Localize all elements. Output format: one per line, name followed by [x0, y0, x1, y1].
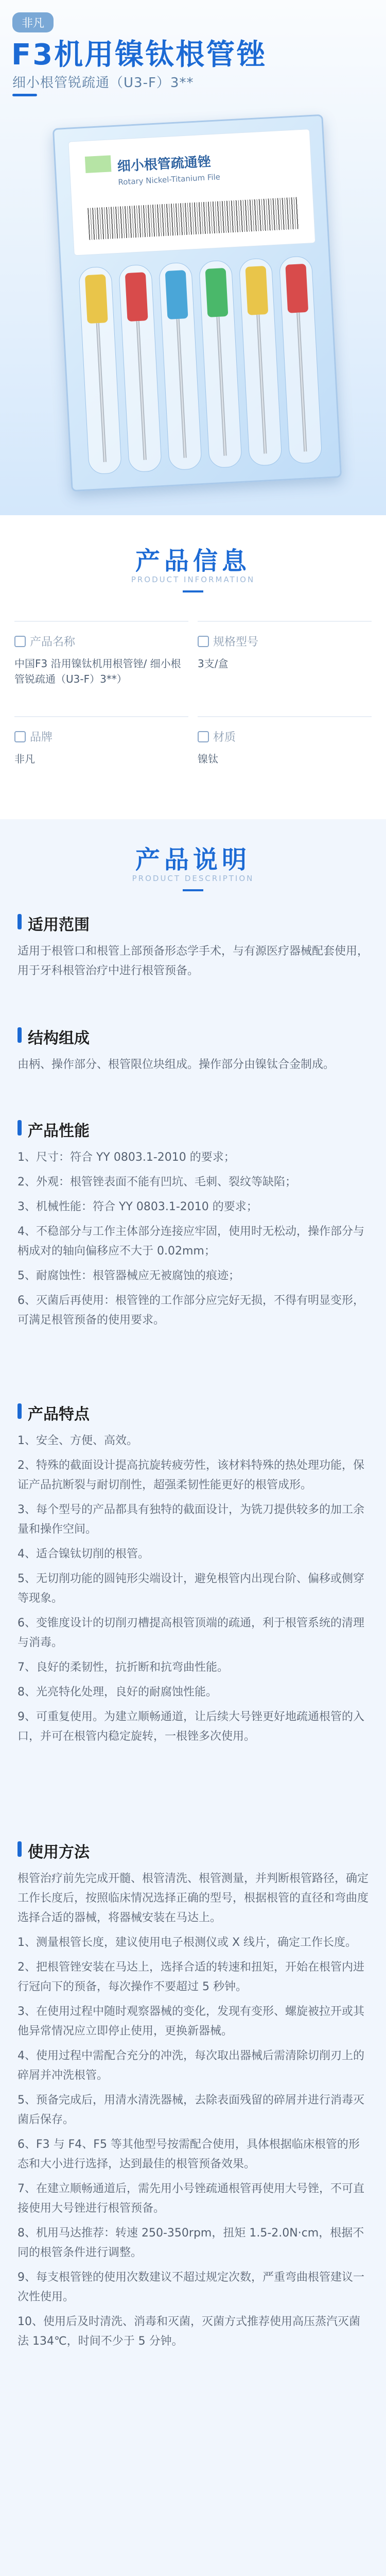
hero-banner: [0, 0, 386, 515]
usage-item: 10、使用后及时清洗、消毒和灭菌，灭菌方式推荐使用高压蒸汽灭菌法 134℃，时间不少于 5 分钟。: [17, 2315, 360, 2348]
desc-section-header: [0, 829, 386, 907]
feature-item: 9、可重复使用。为建立顺畅通道，让后续大号锉更好地疏通根管的入口，并可在根管内稳定旋转，一根锉多次使用。: [17, 1710, 364, 1743]
package-label: [68, 129, 315, 256]
info-value: 镍钛: [198, 753, 218, 765]
feature-item: 6、变锥度设计的切削刃槽提高根管顶端的疏通，利于根管系统的清理与消毒。: [17, 1617, 364, 1649]
box-icon: [14, 636, 26, 647]
usage-block: [17, 1839, 369, 2357]
product-package-image: [52, 114, 342, 492]
info-value: 3支/盒: [198, 657, 229, 670]
file-handle: [285, 264, 308, 313]
features-title: 产品特点: [17, 1401, 369, 1424]
file-handle: [125, 272, 148, 321]
feature-item: 1、安全、方便、高效。: [17, 1434, 138, 1447]
info-value: 中国F3 沿用镍钛机用根管锉/ 细小根管锐疏通（U3-F）3**）: [14, 657, 181, 685]
file-icon: [159, 262, 202, 470]
usage-item: 9、每支根管锉的使用次数建议不超过规定次数，严重弯曲根管建议一次性使用。: [17, 2271, 364, 2303]
performance-item: 3、机械性能：符合 YY 0803.1-2010 的要求；: [17, 1200, 258, 1213]
section-underline: [183, 590, 203, 592]
usage-item: 7、在建立顺畅通道后，需先用小号锉疏通根管再使用大号锉，不可直接使用大号锉进行根管预备。: [17, 2182, 364, 2215]
info-cell-spec: [198, 621, 372, 709]
usage-item: 8、机用马达推荐：转速 250-350rpm，扭矩 1.5-2.0N·cm，根据不同的根管条件进行调整。: [17, 2227, 364, 2259]
composition-block: [17, 1025, 369, 1075]
desc-section-title: 产品说明: [135, 845, 251, 874]
usage-item: 3、在使用过程中随时观察器械的变化，发现有变形、螺旋被拉开或其他异常情况应立即停止使用，更换新器械。: [17, 2005, 364, 2038]
features-list: [17, 1431, 369, 1747]
desc-section-english: PRODUCT DESCRIPTION: [132, 874, 254, 883]
material-icon: [198, 731, 209, 742]
scope-text: 适用于根管口和根管上部预备形态学手术，与有源医疗器械配套使用，用于牙科根管治疗中进行根管预备。: [17, 945, 369, 977]
feature-item: 4、适合镍钛切削的根管。: [17, 1548, 149, 1561]
info-section-english: PRODUCT INFORMATION: [131, 575, 255, 584]
info-label: 品牌: [30, 731, 53, 744]
description-section: [0, 819, 386, 2576]
file-icon: [78, 266, 122, 475]
file-icon: [279, 256, 323, 464]
file-shaft: [216, 317, 226, 456]
performance-item: 2、外观：根管锉表面不能有凹坑、毛刺、裂纹等缺陷；: [17, 1176, 296, 1189]
usage-item: 1、测量根管长度，建议使用电子根测仪或 X 线片，确定工作长度。: [17, 1936, 357, 1949]
product-title: F3机用镍钛根管锉: [11, 38, 267, 72]
performance-item: 1、尺寸：符合 YY 0803.1-2010 的要求；: [17, 1151, 235, 1164]
file-shaft: [296, 313, 307, 452]
file-shaft: [136, 321, 147, 460]
brand-tag: 非凡: [12, 12, 54, 32]
info-label: 材质: [213, 731, 236, 744]
package-title: 细小根管疏通锉: [117, 154, 212, 175]
title-underline: [12, 94, 37, 96]
file-handle: [245, 266, 268, 315]
file-shaft: [96, 323, 107, 462]
file-icon: [199, 260, 242, 468]
file-icon: [239, 258, 283, 466]
file-handle: [165, 270, 188, 319]
info-cell-brand: [14, 716, 188, 805]
info-cell-material: [198, 716, 372, 805]
info-section-title: 产品信息: [135, 547, 251, 575]
performance-item: 5、耐腐蚀性：根管器械应无被腐蚀的痕迹；: [17, 1269, 240, 1282]
info-section-header: [0, 531, 386, 608]
package-english: Rotary Nickel-Titanium File: [118, 172, 221, 187]
product-info-table: [14, 621, 372, 765]
composition-text: 由柄、操作部分、根管限位块组成。操作部分由镍钛合金制成。: [17, 1058, 335, 1071]
file-handle: [85, 274, 108, 324]
feature-item: 8、光亮特化处理，良好的耐腐蚀性能。: [17, 1686, 217, 1699]
info-label: 规格型号: [213, 636, 259, 649]
file-tray: [75, 256, 326, 474]
brand-icon: [14, 731, 26, 742]
usage-item: 4、使用过程中需配合充分的冲洗，每次取出器械后需清除切削刃上的碎屑并冲洗根管。: [17, 2049, 364, 2082]
usage-item: 2、把根管锉安装在马达上，选择合适的转速和扭矩，开始在根管内进行冠向下的预备，每次操作不要超过 5 秒钟。: [17, 1961, 364, 1993]
info-cell-name: [14, 621, 188, 709]
usage-item: 6、F3 与 F4、F5 等其他型号按需配合使用，具体根据临床根管的形态和大小进行选择，达到最佳的根管预备效果。: [17, 2138, 360, 2171]
product-subtitle: 细小根管锐疏通（U3-F）3**: [12, 75, 194, 91]
usage-list: [17, 1933, 369, 2351]
file-handle: [205, 268, 229, 317]
feature-item: 7、良好的柔韧性，抗折断和抗弯曲性能。: [17, 1661, 229, 1674]
scope-block: [17, 912, 369, 981]
barcode-icon: [87, 197, 299, 240]
usage-intro: 根管治疗前先完成开髓、根管清洗、根管测量，并判断根管路径，确定工作长度后，按照临床情况选择正确的型号，根据根管的直径和弯曲度选择合适的器械，将器械安装在马达上。: [17, 1872, 369, 1924]
file-shaft: [256, 315, 267, 454]
usage-item: 5、预备完成后，用清水清洗器械，去除表面残留的碎屑并进行消毒灭菌后保存。: [17, 2094, 364, 2126]
spec-icon: [198, 636, 209, 647]
section-underline: [183, 889, 203, 891]
performance-item: 6、灭菌后再使用：根管锉的工作部分应完好无损，不得有明显变形，可满足根管预备的使用要求。: [17, 1294, 364, 1327]
file-icon: [118, 264, 162, 473]
package-logo-icon: [85, 155, 112, 173]
info-label: 产品名称: [30, 636, 76, 649]
info-value: 非凡: [14, 753, 35, 765]
usage-title: 使用方法: [17, 1839, 369, 1862]
performance-block: [17, 1118, 369, 1335]
features-block: [17, 1401, 369, 1752]
performance-title: 产品性能: [17, 1118, 369, 1141]
scope-title: 适用范围: [17, 912, 369, 935]
composition-title: 结构组成: [17, 1025, 369, 1048]
feature-item: 3、每个型号的产品都具有独特的截面设计，为铣刀提供较多的加工余量和操作空间。: [17, 1503, 364, 1536]
performance-list: [17, 1148, 369, 1330]
performance-item: 4、不稳部分与工作主体部分连接应牢固，使用时无松动，操作部分与柄成对的轴向偏移应不大于 0.02mm；: [17, 1225, 364, 1258]
file-shaft: [177, 319, 187, 458]
feature-item: 2、特殊的截面设计提高抗旋转疲劳性，该材料特殊的热处理功能，保证产品抗断裂与耐切削性，超强柔韧性能更好的根管成形。: [17, 1459, 364, 1492]
feature-item: 5、无切削功能的圆钝形尖端设计，避免根管内出现台阶、偏移或侧穿等现象。: [17, 1572, 364, 1605]
